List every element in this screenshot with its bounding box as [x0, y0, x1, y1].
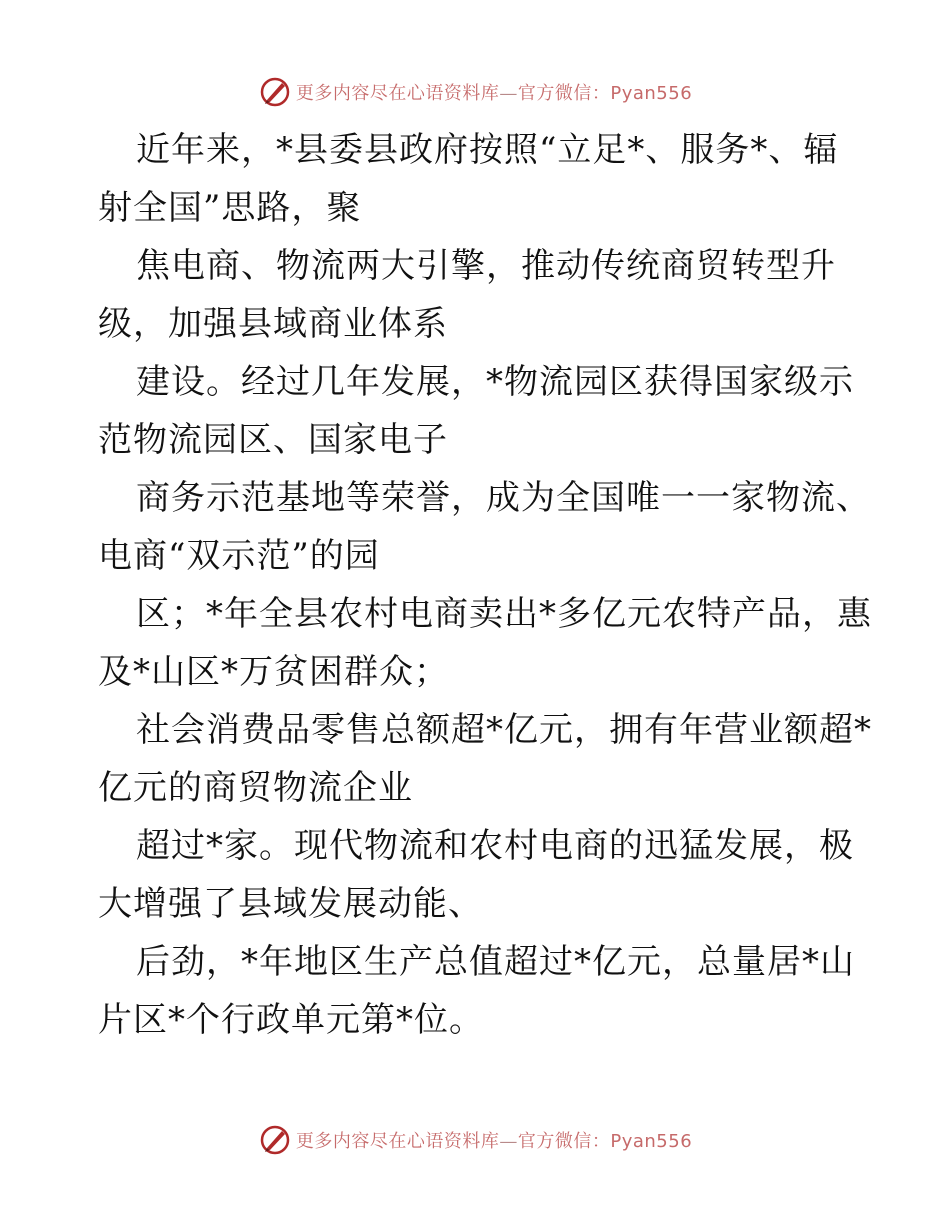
paragraph-line: 及*山区*万贫困群众；	[98, 652, 449, 692]
paragraph-line: 超过*家。现代物流和农村电商的迅猛发展，极	[136, 826, 854, 866]
watermark-text	[296, 1127, 692, 1153]
paragraph-line: 射全国”思路，聚	[98, 188, 362, 228]
paragraph-line: 电商“双示范”的园	[98, 536, 380, 576]
watermark-text	[296, 79, 692, 105]
watermark-id: Pyan556	[610, 1131, 693, 1152]
paragraph-line: 近年来，*县委县政府按照“立足*、服务*、辐	[136, 130, 839, 170]
paragraph-line: 范物流园区、国家电子	[98, 420, 448, 460]
watermark-dash: —	[499, 83, 518, 104]
paragraph-line: 社会消费品零售总额超*亿元，拥有年营业额超*	[136, 710, 872, 750]
watermark-brand: 更多内容尽在心语资料库	[295, 1131, 500, 1152]
watermark-brand: 更多内容尽在心语资料库	[295, 83, 500, 104]
quill-logo-icon	[258, 75, 292, 109]
document-body	[98, 121, 872, 1049]
paragraph-line: 片区*个行政单元第*位。	[98, 1000, 484, 1040]
quill-logo-icon	[258, 1123, 292, 1157]
paragraph-line: 建设。经过几年发展，*物流园区获得国家级示	[136, 362, 854, 402]
watermark-label: 官方微信：	[517, 83, 611, 104]
header-watermark	[0, 72, 950, 112]
watermark-dash: —	[499, 1131, 518, 1152]
footer-watermark	[0, 1120, 950, 1160]
watermark-label: 官方微信：	[517, 1131, 611, 1152]
paragraph-line: 焦电商、物流两大引擎，推动传统商贸转型升	[136, 246, 836, 286]
watermark-id: Pyan556	[610, 83, 693, 104]
paragraph-line: 大增强了县域发展动能、	[98, 884, 483, 924]
paragraph-line: 级，加强县域商业体系	[98, 304, 448, 344]
paragraph-line: 区；*年全县农村电商卖出*多亿元农特产品，惠	[136, 594, 872, 634]
paragraph-line: 后劲，*年地区生产总值超过*亿元，总量居*山	[136, 942, 855, 982]
paragraph-line: 商务示范基地等荣誉，成为全国唯一一家物流、	[136, 478, 871, 518]
paragraph-line: 亿元的商贸物流企业	[98, 768, 413, 808]
